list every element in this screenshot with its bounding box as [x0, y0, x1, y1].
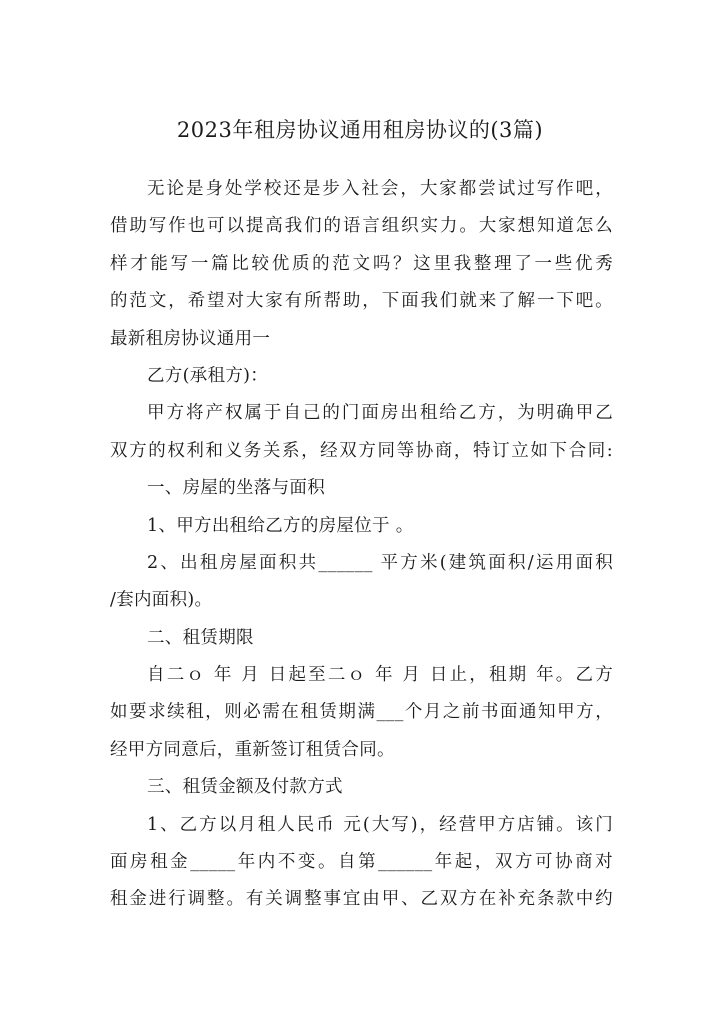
body-line: 1、乙方以月租人民币 元(大写)，经营甲方店铺。该门 — [147, 814, 613, 835]
body-line: 乙方(承租方)： — [147, 365, 269, 386]
document-title: 2023年租房协议通用租房协议的(3篇) — [176, 118, 544, 142]
body-line: 1、甲方出租给乙方的房屋位于 。 — [147, 515, 414, 536]
body-line: 无论是身处学校还是步入社会，大家都尝试过写作吧， — [147, 179, 613, 199]
body-line: 借助写作也可以提高我们的语言组织实力。大家想知道怎么 — [110, 216, 613, 237]
body-line: 一、房屋的坐落与面积 — [147, 478, 325, 499]
body-line: 样才能写一篇比较优质的范文吗？这里我整理了一些优秀 — [110, 253, 613, 274]
body-line: 甲方将产权属于自己的门面房出租给乙方，为明确甲乙 — [147, 403, 613, 424]
body-line: 面房租金_____年内不变。自第______年起，双方可协商对 — [110, 852, 613, 873]
document-body — [110, 171, 613, 919]
body-line: 双方的权利和义务关系，经双方同等协商，特订立如下合同: — [110, 440, 613, 461]
body-line: 最新租房协议通用一 — [110, 328, 271, 349]
body-line: 的范文，希望对大家有所帮助，下面我们就来了解一下吧。 — [110, 291, 613, 312]
body-line: /套内面积)。 — [110, 590, 213, 611]
body-line: 经甲方同意后，重新签订租赁合同。 — [110, 739, 395, 760]
body-line: 如要求续租，则必需在租赁期满___个月之前书面通知甲方， — [110, 702, 613, 723]
body-line: 租金进行调整。有关调整事宜由甲、乙双方在补充条款中约 — [110, 889, 613, 910]
body-line: 三、租赁金额及付款方式 — [147, 777, 343, 798]
body-line: 自二ｏ 年 月 日起至二ｏ 年 月 日止，租期 年。乙方 — [147, 665, 613, 686]
body-line: 二、租赁期限 — [147, 627, 254, 648]
body-line: 2、出租房屋面积共______ 平方米(建筑面积/运用面积 — [147, 552, 613, 573]
